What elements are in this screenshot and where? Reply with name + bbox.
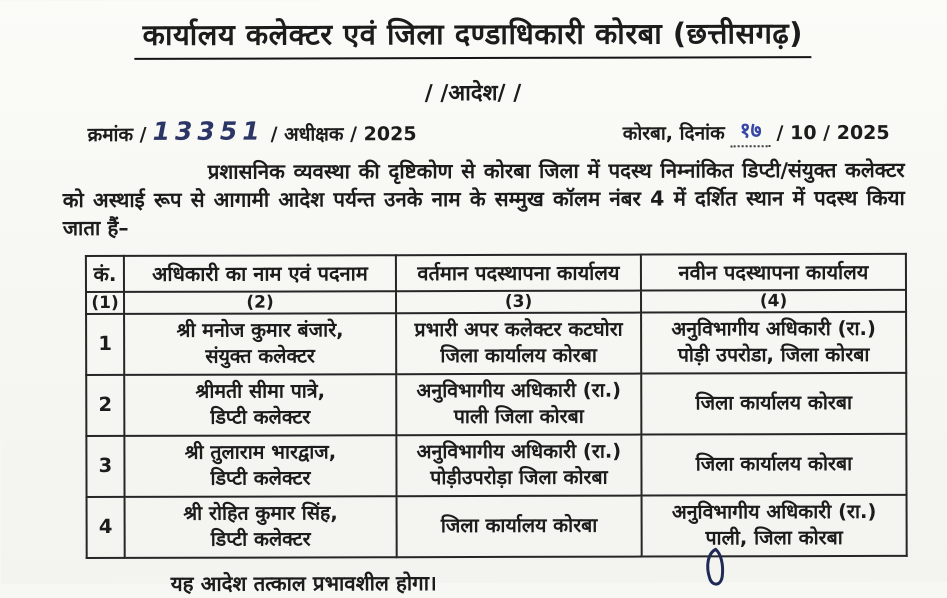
row-1-cell-3: प्रभारी अपर कलेक्टर कटघोरा जिला कार्यालय कोरबा [396,312,641,374]
row-2-cell-1: 2 [86,375,124,436]
row-1-cell-1: 1 [86,314,124,375]
order-table-head [86,253,906,313]
table-row [86,372,906,435]
order-table [85,252,908,558]
table-row [87,494,907,557]
row-3-cell-2: श्री तुलाराम भारद्वाज, डिप्टी कलेक्टर [124,435,396,497]
column-number-2: (2) [124,291,396,314]
row-3-cell-3: अनुविभागीय अधिकारी (रा.) पोड़ीउपरोड़ा जिला कोरबा [396,434,641,496]
column-number-1: (1) [86,292,124,314]
row-4-cell-1: 4 [87,497,125,558]
column-header-4: नवीन पदस्थापना कार्यालय [641,253,906,290]
table-row [86,311,906,374]
date-line [623,118,890,150]
document-title: कार्यालय कलेक्टर एवं जिला दण्डाधिकारी कोरबा (छत्तीसगढ़) [135,13,811,60]
row-4-cell-2: श्री रोहित कुमार सिंह, डिप्टी कलेक्टर [125,496,397,558]
row-3-cell-4: जिला कार्यालय कोरबा [641,433,906,495]
row-3-cell-1: 3 [86,436,124,497]
date-prefix: कोरबा, दिनांक [622,122,725,145]
row-4-cell-3: जिला कार्यालय कोरबा [397,495,642,557]
closing-line: यह आदेश तत्काल प्रभावशील होगा। [170,570,437,596]
column-number-4: (4) [641,289,906,312]
meta-row [88,116,890,151]
date-suffix: / 10 / 2025 [776,121,890,145]
row-2-cell-2: श्रीमती सीमा पात्रे, डिप्टी कलेक्टर [124,374,396,436]
order-heading: / /आदेश/ / [424,80,522,107]
column-header-1: कं. [86,256,124,292]
column-header-3: वर्तमान पदस्थापना कार्यालय [396,254,641,291]
row-1-cell-2: श्री मनोज कुमार बंजारे, संयुक्त कलेक्टर [124,313,396,375]
order-body-paragraph: प्रशासनिक व्यवस्था की दृष्टिकोण से कोरबा जिला में पदस्थ निम्नांकित डिप्टी/संयुक्त कलेक्टर को अस्थाई रूप से आगामी आदेश पर्यन्त उनके नाम के सम्मुख कॉलम नंबर 4 में दर्शित स्थान में पदस्थ किया जाता हैं– [62,157,905,240]
table-row [86,433,906,496]
reference-prefix: क्रमांक / [87,123,147,147]
row-1-cell-4: अनुविभागीय अधिकारी (रा.) पोड़ी उपरोडा, जिला कोरबा [641,311,906,373]
column-number-3: (3) [396,290,641,313]
row-2-cell-3: अनुविभागीय अधिकारी (रा.) पाली जिला कोरबा [396,373,641,435]
row-4-cell-4: अनुविभागीय अधिकारी (रा.) पाली, जिला कोरबा [642,494,907,556]
date-day-handwritten: १७ [731,116,771,147]
reference-number-line [88,117,417,147]
signature-pen-stroke-icon [702,546,728,592]
column-header-2: अधिकारी का नाम एवं पदनाम [124,255,396,292]
table-header-row [86,253,906,291]
column-number-row [86,289,906,313]
row-2-cell-4: जिला कार्यालय कोरबा [641,372,906,434]
order-table-body [86,311,907,557]
reference-number-handwritten: 13351 [152,116,265,146]
reference-suffix: / अधीक्षक / 2025 [270,123,417,146]
